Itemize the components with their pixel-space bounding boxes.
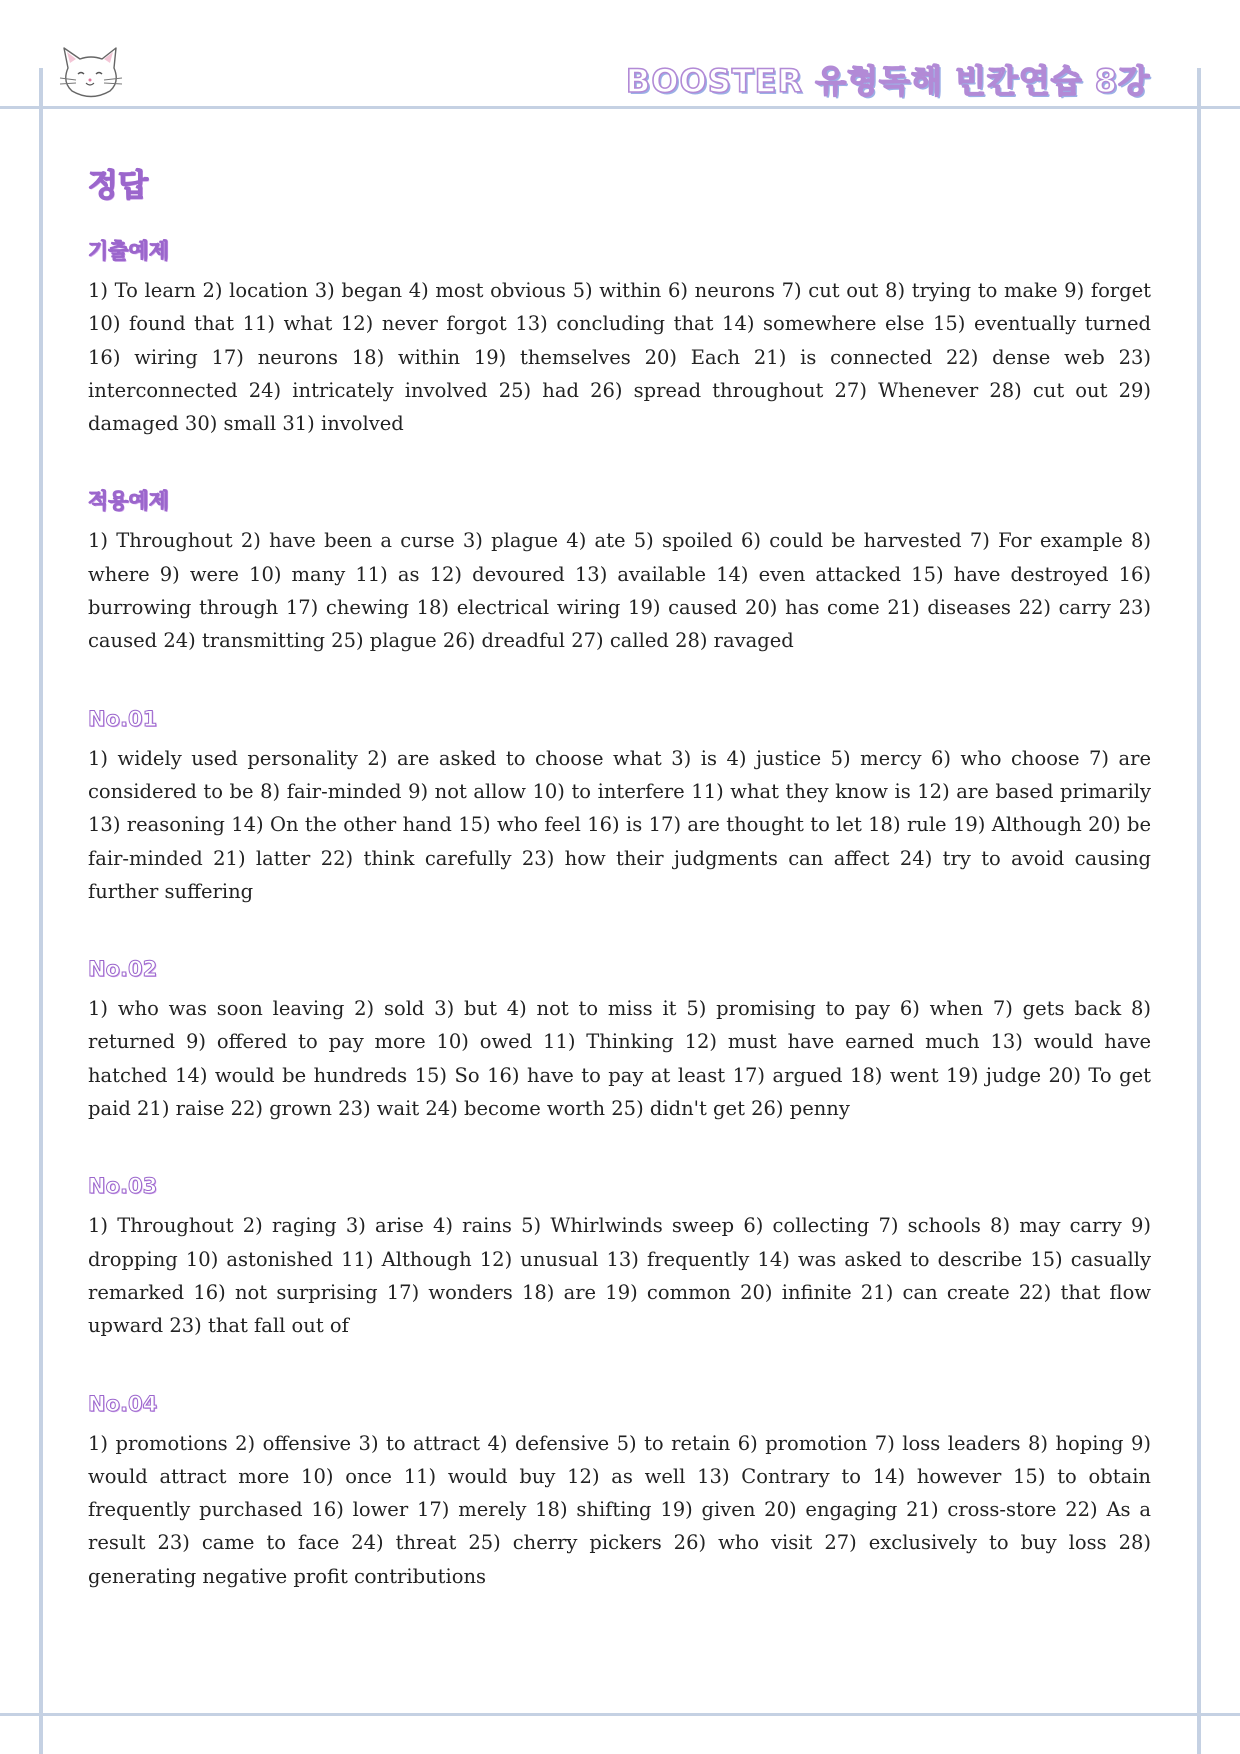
section-no04 bbox=[88, 1389, 1151, 1593]
section-no01 bbox=[88, 704, 1151, 908]
answer-list: 1) Throughout 2) raging 3) arise 4) rains 5) Whirlwinds sweep 6) collecting 7) schools 8) may carry 9) dropping 10) astonished 11) Although 12) unusual 13) frequently 14) was asked to describe 15) casually remarked 16) not surprising 17) wonders 18) are 19) common 20) infinite 21) can create 22) that flow upward 23) that fall out of bbox=[88, 1214, 1151, 1338]
header-title: BOOSTER 유형독해 빈칸연습 8강 bbox=[625, 62, 1150, 100]
answer-list: 1) Throughout 2) have been a curse 3) plague 4) ate 5) spoiled 6) could be harvested 7) For example 8) where 9) were 10) many 11) as 12) devoured 13) available 14) even attacked 15) have destroyed 16) burrowing through 17) chewing 18) electrical wiring 19) caused 20) has come 21) diseases 22) carry 23) caused 24) transmitting 25) plague 26) dreadful 27) called 28) ravaged bbox=[88, 529, 1151, 653]
answer-list: 1) promotions 2) offensive 3) to attract 4) defensive 5) to retain 6) promotion 7) loss leaders 8) hoping 9) would attract more 10) once 11) would buy 12) as well 13) Contrary to 14) however 15) to obtain frequently purchased 16) lower 17) merely 18) shifting 19) given 20) engaging 21) cross-store 22) As a result 23) came to face 24) threat 25) cherry pickers 26) who visit 27) exclusively to buy loss 28) generating negative profit contributions bbox=[88, 1431, 1151, 1588]
section-label: No.01 bbox=[88, 706, 158, 731]
section-label: No.02 bbox=[88, 957, 158, 982]
section-practice bbox=[88, 486, 1151, 657]
section-label: No.03 bbox=[88, 1174, 158, 1199]
answer-key bbox=[88, 156, 1151, 1639]
header-rule bbox=[0, 106, 1240, 109]
section-no02 bbox=[88, 954, 1151, 1125]
answer-list: 1) widely used personality 2) are asked to choose what 3) is 4) justice 5) mercy 6) who choose 7) are considered to be 8) fair-minded 9) not allow 10) to interfere 11) what they know is 12) are based primarily 13) reasoning 14) On the other hand 15) who feel 16) is 17) are thought to let 18) rule 19) Although 20) be fair-minded 21) latter 22) think carefully 23) how their judgments can affect 24) try to avoid causing further suffering bbox=[88, 746, 1151, 903]
section-example bbox=[88, 236, 1151, 440]
answer-list: 1) who was soon leaving 2) sold 3) but 4) not to miss it 5) promising to pay 6) when 7) gets back 8) returned 9) offered to pay more 10) owed 11) Thinking 12) must have earned much 13) would have hatched 14) would be hundreds 15) So 16) have to pay at least 17) argued 18) went 19) judge 20) To get paid 21) raise 22) grown 23) wait 24) become worth 25) didn't get 26) penny bbox=[88, 997, 1151, 1121]
left-margin-rule bbox=[39, 68, 43, 1754]
cat-face-icon bbox=[58, 44, 124, 102]
footer-rule bbox=[0, 1713, 1240, 1716]
section-label: 기출예제 bbox=[88, 239, 170, 263]
section-no03 bbox=[88, 1171, 1151, 1342]
section-label: No.04 bbox=[88, 1391, 158, 1416]
section-label: 적용예제 bbox=[88, 489, 170, 514]
right-margin-rule bbox=[1197, 68, 1201, 1754]
page-title: 정답 bbox=[88, 168, 148, 204]
answer-list: 1) To learn 2) location 3) began 4) most obvious 5) within 6) neurons 7) cut out 8) trying to make 9) forget 10) found that 11) what 12) never forgot 13) concluding that 14) somewhere else 15) eventually turned 16) wiring 17) neurons 18) within 19) themselves 20) Each 21) is connected 22) dense web 23) interconnected 24) intricately involved 25) had 26) spread throughout 27) Whenever 28) cut out 29) damaged 30) small 31) involved bbox=[88, 279, 1151, 436]
